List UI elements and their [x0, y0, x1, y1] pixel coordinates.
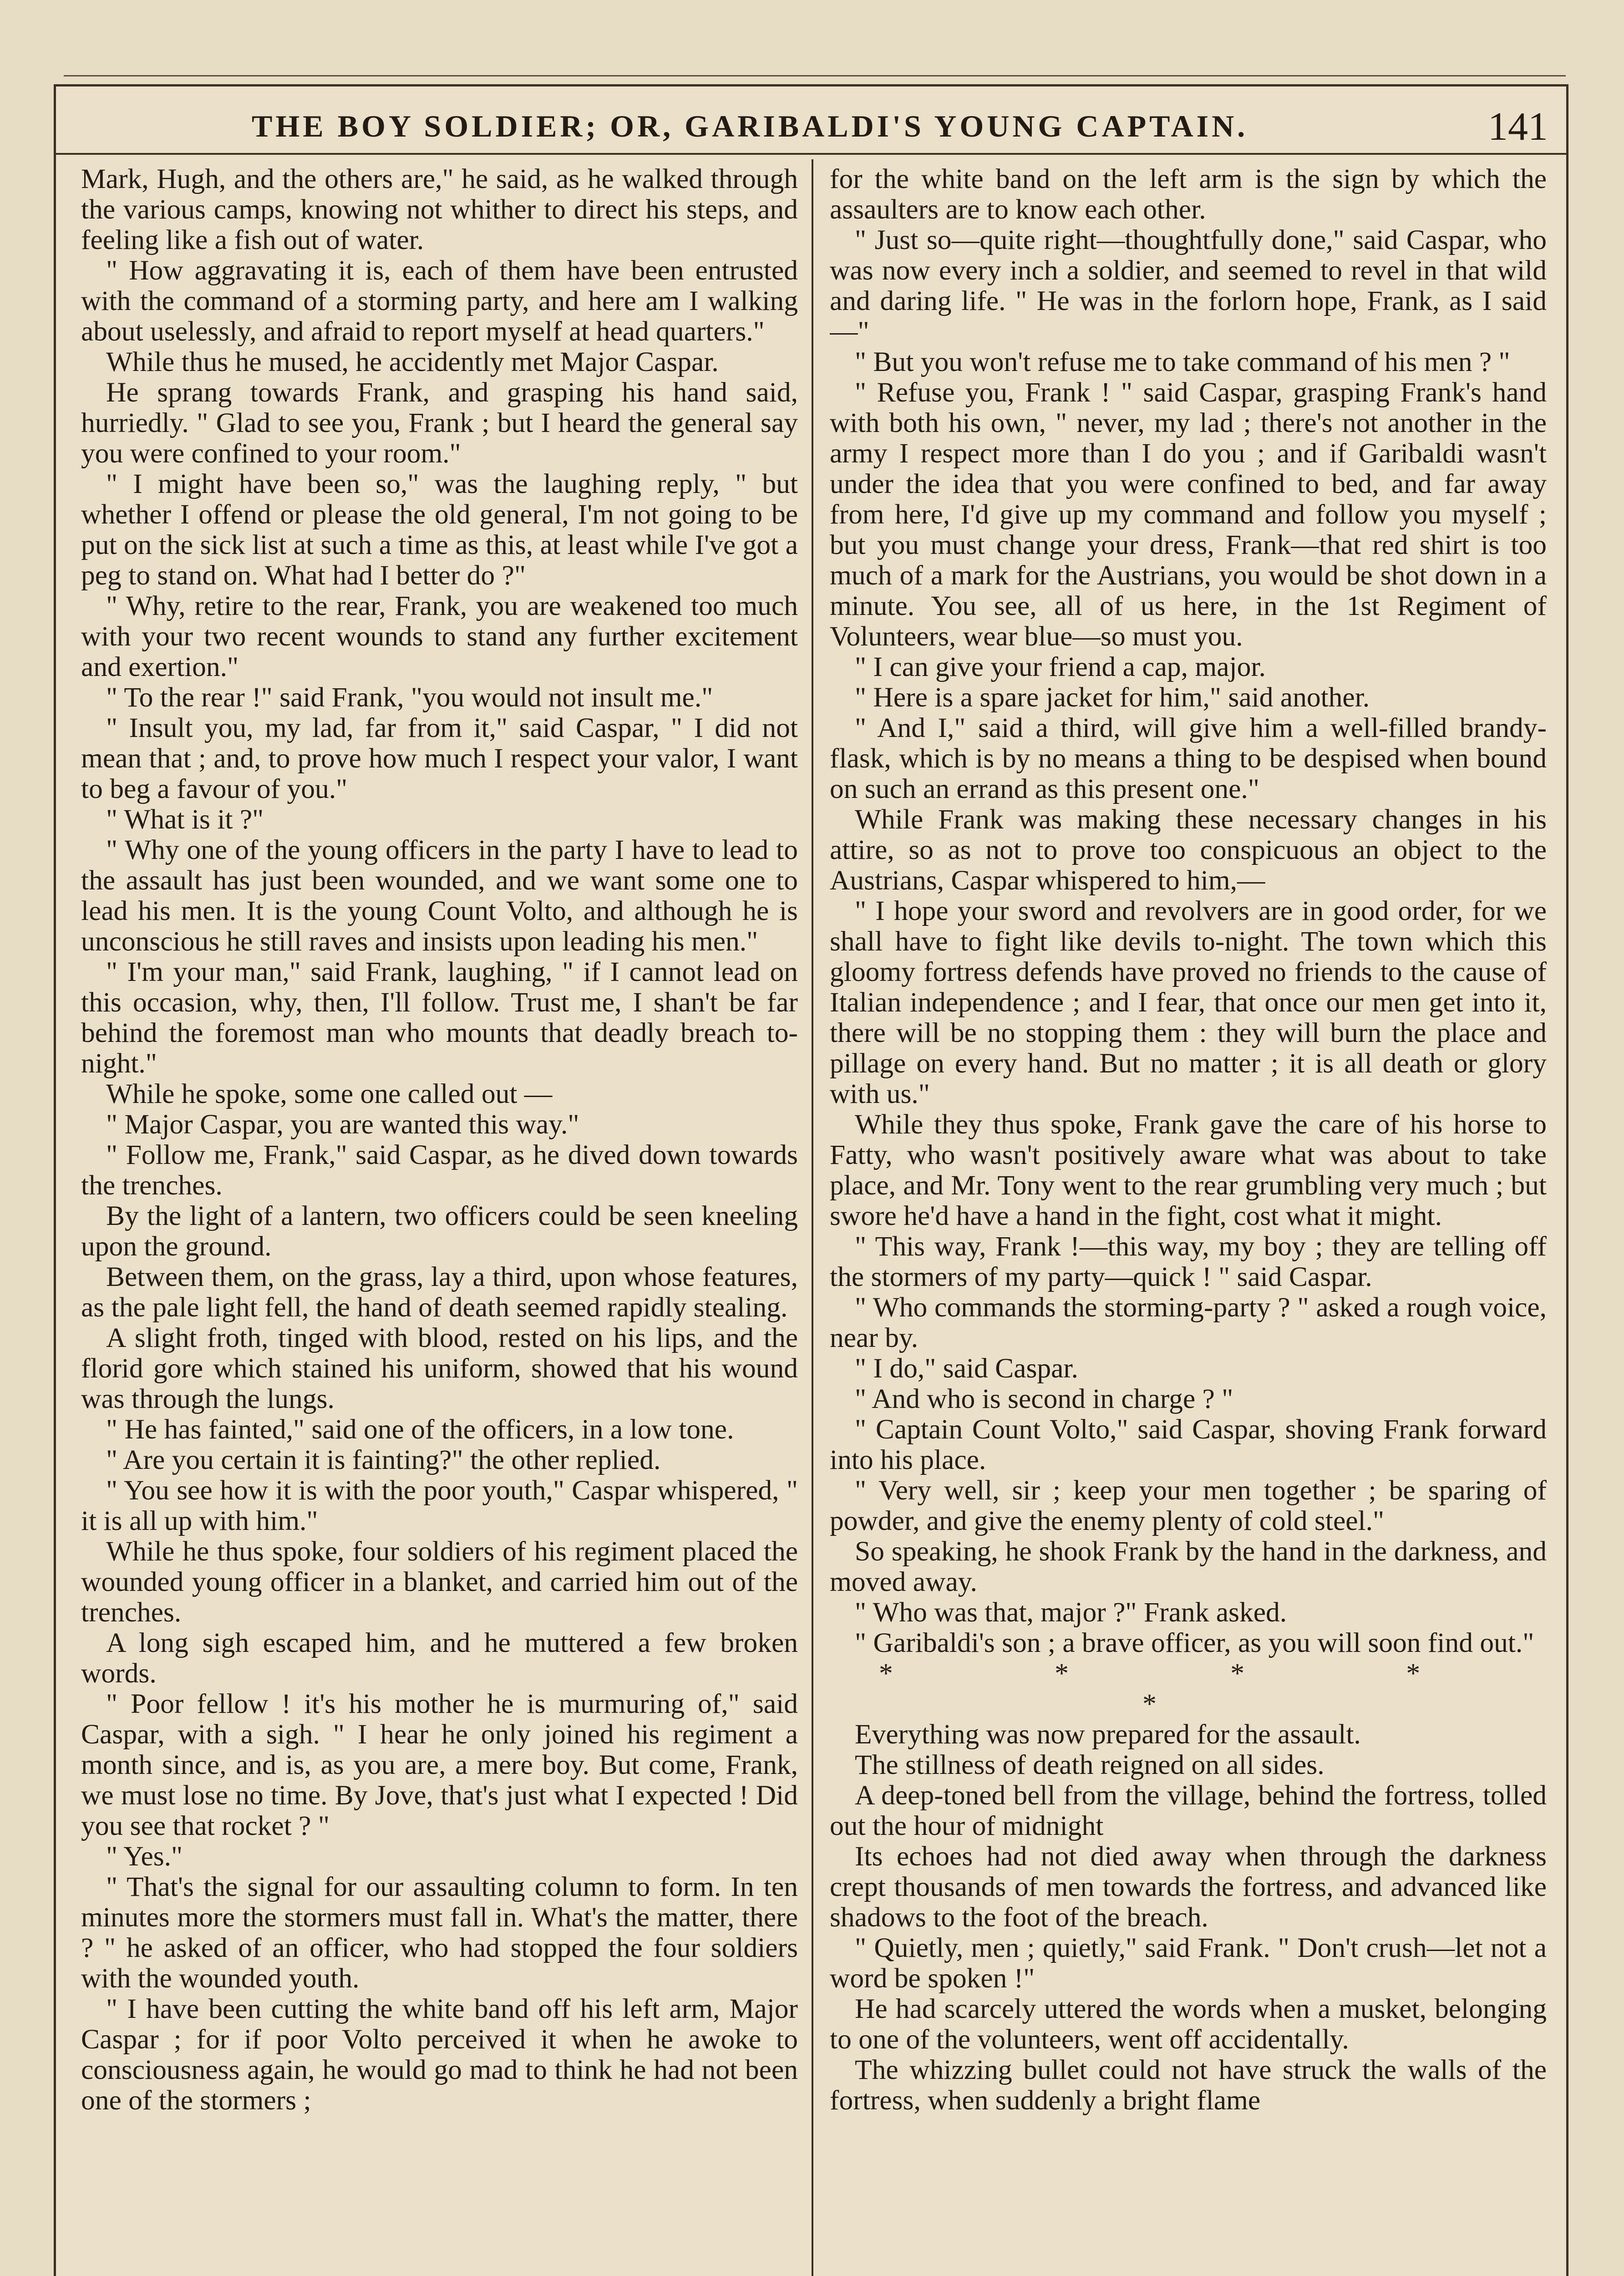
paragraph: " Garibaldi's son ; a brave officer, as you will soon find out." [855, 1627, 1534, 1658]
page-number: 141 [1488, 105, 1548, 149]
paragraph: " Why one of the young officers in the party I have to lead to the assault has just been wounded, and we want some one to lead his men. It is the young Count Volto, and although he is unconscious he still raves and insists upon leading his men." [81, 834, 798, 957]
paragraph: " Refuse you, Frank ! " said Caspar, grasping Frank's hand with both his own, " never, my lad ; there's not another in the army I respect more than I do you ; and if Garibaldi wasn't under the idea that you were confined to bed, and far away from here, I'd give up my command and follow you myself ; but you must change your dress, Frank—that red shirt is too much of a mark for the Austrians, you would be shot down in a minute. You see, all of us here, in the 1st Regiment of Volunteers, wear blue—so must you. [830, 377, 1547, 652]
paragraph: " Who was that, major ?" Frank asked. [855, 1597, 1287, 1628]
paragraph: " Just so—quite right—thoughtfully done," said Caspar, who was now every inch a soldier, and seemed to revel in that wild and daring life. " He was in the forlorn hope, Frank, as I said—" [830, 224, 1547, 347]
paragraph: While Frank was making these necessary changes in his attire, so as not to prove too conspicuous an object to the Austrians, Caspar whispered to him,— [830, 804, 1547, 896]
paragraph: " Why, retire to the rear, Frank, you are weakened too much with your two recent wounds to stand any further excitement and exertion." [81, 590, 798, 682]
paragraph: A deep-toned bell from the village, behind the fortress, tolled out the hour of midnight [830, 1780, 1547, 1841]
paragraph: " I have been cutting the white band off his left arm, Major Caspar ; for if poor Volto perceived it when he awoke to consciousness again, he would go mad to think he had not been one of the stormers ; [81, 1993, 798, 2116]
paragraph: " Are you certain it is fainting?" the other replied. [106, 1444, 661, 1475]
paragraph: " I hope your sword and revolvers are in good order, for we shall have to fight like devils to-night. The town which this gloomy fortress defends have proved no friends to the cause of Italian independence ; and I fear, that once our men get into it, there will be no stopping them : they will burn the place and pillage on every hand. But no matter ; it is all death or glory with us." [830, 895, 1547, 1109]
paragraph: " Yes." [106, 1841, 183, 1872]
paragraph: " How aggravating it is, each of them have been entrusted with the command of a storming party, and here am I walking about uselessly, and afraid to report myself at head quarters." [81, 255, 798, 347]
running-title: THE BOY SOLDIER; OR, GARIBALDI'S YOUNG CAPTAIN. [252, 109, 1248, 143]
paragraph: The whizzing bullet could not have struck the walls of the fortress, when suddenly a bright flame [830, 2054, 1547, 2116]
paragraph: Between them, on the grass, lay a third, upon whose features, as the pale light fell, the hand of death seemed rapidly stealing. [81, 1261, 798, 1323]
paragraph: " I do," said Caspar. [855, 1353, 1078, 1384]
paragraph: " This way, Frank !—this way, my boy ; they are telling off the stormers of my party—quick ! " said Caspar. [830, 1231, 1547, 1292]
paragraph: " That's the signal for our assaulting column to form. In ten minutes more the stormers must fall in. What's the matter, there ? " he asked of an officer, who had stopped the four soldiers with the wounded youth. [81, 1871, 798, 1994]
paragraph: " You see how it is with the poor youth," Caspar whispered, " it is all up with him." [81, 1475, 798, 1536]
right-column [830, 164, 1547, 2276]
paragraph: " But you won't refuse me to take command of his men ? " [855, 346, 1510, 377]
paragraph: A long sigh escaped him, and he muttered a few broken words. [81, 1627, 798, 1689]
paragraph: for the white band on the left arm is the sign by which the assaulters are to know each other. [830, 164, 1547, 225]
paragraph: " Major Caspar, you are wanted this way." [106, 1109, 579, 1140]
page-frame [54, 84, 1568, 2276]
paragraph: * * * * * [878, 1658, 1498, 1719]
paragraph: A slight froth, tinged with blood, rested on his lips, and the florid gore which stained his uniform, showed that his wound was through the lungs. [81, 1322, 798, 1414]
paragraph: The stillness of death reigned on all sides. [855, 1749, 1325, 1780]
paragraph: " Who commands the storming-party ? " asked a rough voice, near by. [830, 1292, 1547, 1353]
paragraph: " Here is a spare jacket for him," said another. [855, 682, 1370, 713]
paragraph: " To the rear !" said Frank, "you would not insult me." [106, 682, 713, 713]
page-header [56, 86, 1566, 155]
paragraph: He had scarcely uttered the words when a musket, belonging to one of the volunteers, went off accidentally. [830, 1993, 1547, 2055]
paragraph: " And I," said a third, will give him a well-filled brandy-flask, which is by no means a thing to be despised when bound on such an errand as this present one." [830, 712, 1547, 804]
paragraph: Its echoes had not died away when through the darkness crept thousands of men towards the fortress, and advanced like shadows to the foot of the breach. [830, 1841, 1547, 1933]
paragraph: " What is it ?" [106, 804, 264, 835]
paragraph: While he spoke, some one called out — [106, 1078, 553, 1109]
paragraph: " And who is second in charge ? " [855, 1383, 1233, 1414]
paragraph: " He has fainted," said one of the officers, in a low tone. [106, 1414, 734, 1445]
top-rule [64, 75, 1566, 76]
paragraph: " I can give your friend a cap, major. [855, 651, 1266, 682]
column-divider [812, 159, 813, 2276]
paragraph: So speaking, he shook Frank by the hand in the darkness, and moved away. [830, 1536, 1547, 1597]
paragraph: He sprang towards Frank, and grasping his hand said, hurriedly. " Glad to see you, Frank ; but I heard the general say you were confined to your room." [81, 377, 798, 469]
paragraph: " Follow me, Frank," said Caspar, as he dived down towards the trenches. [81, 1139, 798, 1201]
paragraph: " Captain Count Volto," said Caspar, shoving Frank forward into his place. [830, 1414, 1547, 1475]
paragraph: By the light of a lantern, two officers could be seen kneeling upon the ground. [81, 1200, 798, 1262]
paragraph: While thus he mused, he accidently met Major Caspar. [106, 346, 719, 377]
paragraph: While he thus spoke, four soldiers of his regiment placed the wounded young officer in a blanket, and carried him out of the trenches. [81, 1536, 798, 1628]
paragraph: " I might have been so," was the laughing reply, " but whether I offend or please the old general, I'm not going to be put on the sick list at such a time as this, at least while I've got a peg to stand on. What had I better do ?" [81, 468, 798, 591]
paragraph: " Very well, sir ; keep your men together ; be sparing of powder, and give the enemy plenty of cold steel." [830, 1475, 1547, 1536]
paragraph: " Poor fellow ! it's his mother he is murmuring of," said Caspar, with a sigh. " I hear he only joined his regiment a month since, and is, as you are, a mere boy. But come, Frank, we must lose no time. By Jove, that's just what I expected ! Did you see that rocket ? " [81, 1688, 798, 1841]
paragraph: " I'm your man," said Frank, laughing, " if I cannot lead on this occasion, why, then, I'll follow. Trust me, I shan't be far behind the foremost man who mounts that deadly breach to-night." [81, 956, 798, 1079]
paragraph: Everything was now prepared for the assault. [855, 1719, 1361, 1750]
left-column [81, 164, 798, 2276]
paragraph: While they thus spoke, Frank gave the care of his horse to Fatty, who wasn't positively aware what was about to take place, and Mr. Tony went to the rear grumbling very much ; but swore he'd have a hand in the fight, cost what it might. [830, 1109, 1547, 1231]
paragraph: Mark, Hugh, and the others are," he said, as he walked through the various camps, knowing not whither to direct his steps, and feeling like a fish out of water. [81, 164, 798, 255]
paragraph: " Insult you, my lad, far from it," said Caspar, " I did not mean that ; and, to prove how much I respect your valor, I want to beg a favour of you." [81, 712, 798, 804]
paragraph: " Quietly, men ; quietly," said Frank. " Don't crush—let not a word be spoken !" [830, 1932, 1547, 1994]
